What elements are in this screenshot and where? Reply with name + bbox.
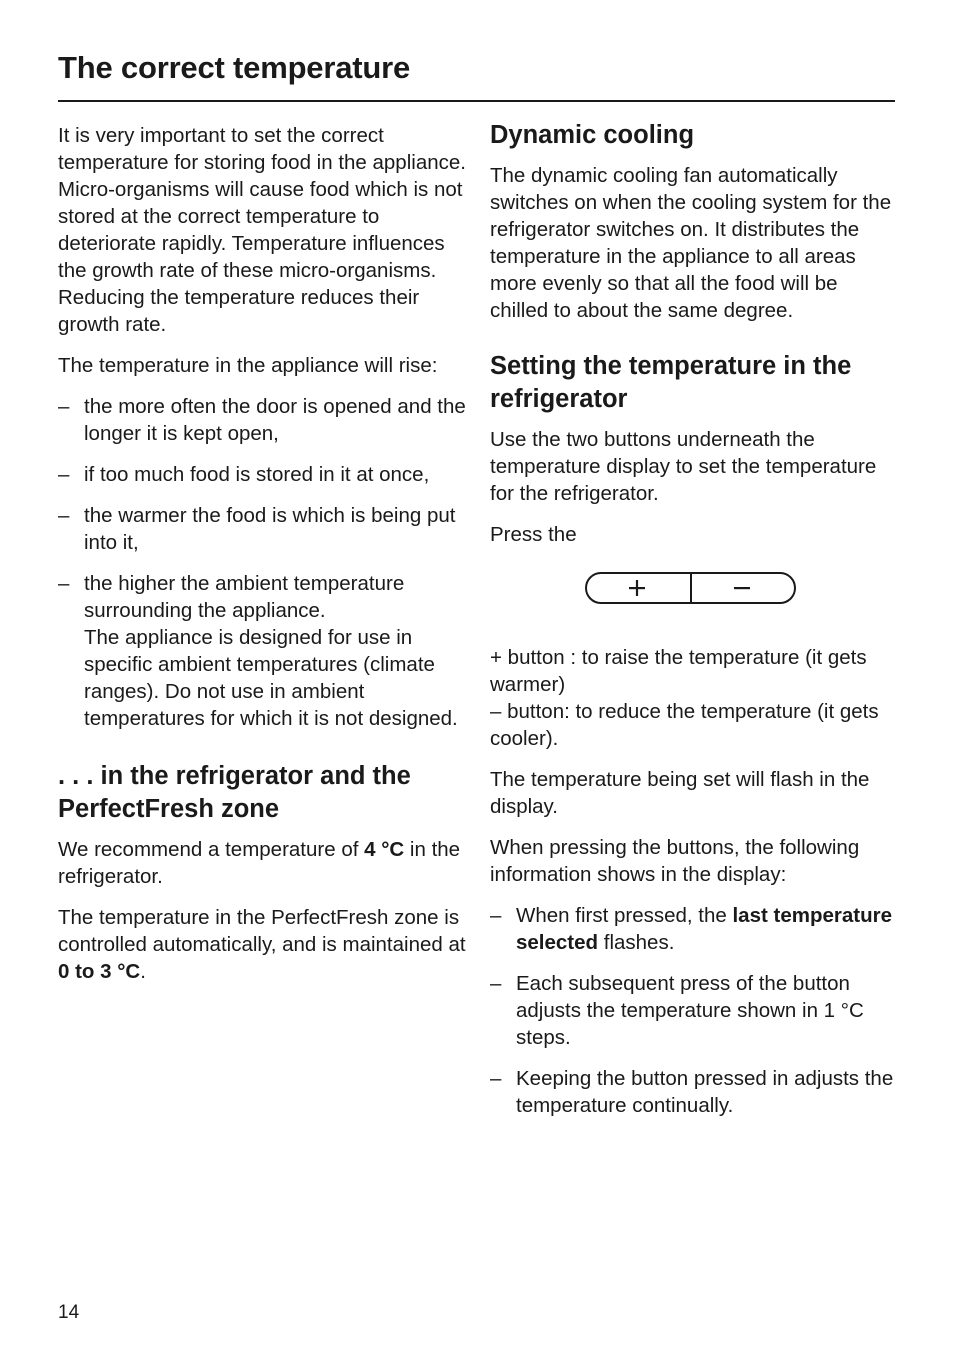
list-item (58, 461, 468, 488)
list-item (58, 393, 468, 447)
list-item-text: When first pressed, the (516, 904, 733, 927)
recommendation-text-end: in the refrigerator. (58, 838, 461, 888)
setting-paragraph: Use the two buttons underneath the temperature display to set the temperature for the refrigerator. (490, 428, 877, 505)
plus-icon (627, 579, 649, 597)
when-pressing-paragraph: When pressing the buttons, the following information shows in the display: (490, 836, 860, 886)
dash-marker: – (490, 1067, 502, 1090)
flash-paragraph: The temperature being set will flash in the display. (490, 768, 870, 818)
minus-button[interactable] (692, 574, 795, 602)
dash-marker: – (58, 395, 70, 418)
list-item (490, 970, 900, 1051)
dash-marker: – (58, 504, 70, 527)
ambient-note: The appliance is designed for use in specific ambient temperatures (climate ranges). Do not use in ambient temperatures for which it is not designed. (84, 626, 458, 730)
list-item-text-end: flashes. (598, 931, 675, 954)
display-info-list (490, 902, 900, 1119)
temperature-control (585, 572, 796, 604)
intro-paragraph: It is very important to set the correct temperature for storing food in the appliance. Micro-organisms will cause food which is not stored at the correct temperature to deteriorate rapidly. Temperature influences the growth rate of these micro-organisms. Reducing the temperature reduces their growth rate. (58, 124, 466, 336)
minus-button-description: – button: to reduce the temperature (it gets cooler). (490, 700, 879, 750)
page-title: The correct temperature (58, 50, 411, 85)
right-column (490, 122, 900, 1133)
button-descriptions (490, 644, 900, 752)
rise-intro: The temperature in the appliance will rise: (58, 354, 438, 377)
recommended-temperature: 4 °C (364, 838, 405, 861)
list-item (58, 502, 468, 556)
list-item-text: if too much food is stored in it at once, (84, 463, 430, 486)
press-text: Press the (490, 523, 577, 546)
perfectfresh-paragraph (58, 904, 468, 985)
plus-button[interactable] (587, 574, 690, 602)
list-item (490, 1065, 900, 1119)
page-number: 14 (58, 1302, 80, 1323)
list-item-text: the more often the door is opened and the longer it is kept open, (84, 395, 466, 445)
perfectfresh-text-end: . (140, 960, 146, 983)
minus-icon (732, 579, 754, 597)
list-item (490, 902, 900, 956)
last-temperature-selected: last temperature selected (516, 904, 892, 954)
recommendation-paragraph (58, 836, 468, 890)
plus-button-description: + button : to raise the temperature (it gets warmer) (490, 646, 867, 696)
section-heading-refrigerator: . . . in the refrigerator and the PerfectFresh zone (58, 762, 411, 823)
section-heading-dynamic-cooling: Dynamic cooling (490, 121, 695, 149)
dash-marker: – (490, 972, 502, 995)
recommendation-text: We recommend a temperature of (58, 838, 365, 861)
list-item-text: the higher the ambient temperature surrounding the appliance. (84, 572, 405, 622)
list-item-text: the warmer the food is which is being put into it, (84, 504, 456, 554)
list-item (58, 570, 468, 732)
dash-marker: – (58, 463, 70, 486)
dash-marker: – (58, 572, 70, 595)
dynamic-cooling-paragraph: The dynamic cooling fan automatically switches on when the cooling system for the refrigerator switches on. It distributes the temperature in the appliance to all areas more evenly so that all the food will be chilled to about the same degree. (490, 164, 892, 322)
rise-list (58, 393, 468, 732)
left-column (58, 122, 468, 999)
section-heading-setting: Setting the temperature in the refrigerator (490, 352, 852, 413)
title-rule (58, 100, 895, 102)
perfectfresh-text: The temperature in the PerfectFresh zone is controlled automatically, and is maintained at (58, 906, 466, 956)
list-item-text: Each subsequent press of the button adjusts the temperature shown in 1 °C steps. (516, 972, 864, 1049)
perfectfresh-range: 0 to 3 °C (58, 960, 141, 983)
dash-marker: – (490, 904, 502, 927)
list-item-text: Keeping the button pressed in adjusts the temperature continually. (516, 1067, 894, 1117)
